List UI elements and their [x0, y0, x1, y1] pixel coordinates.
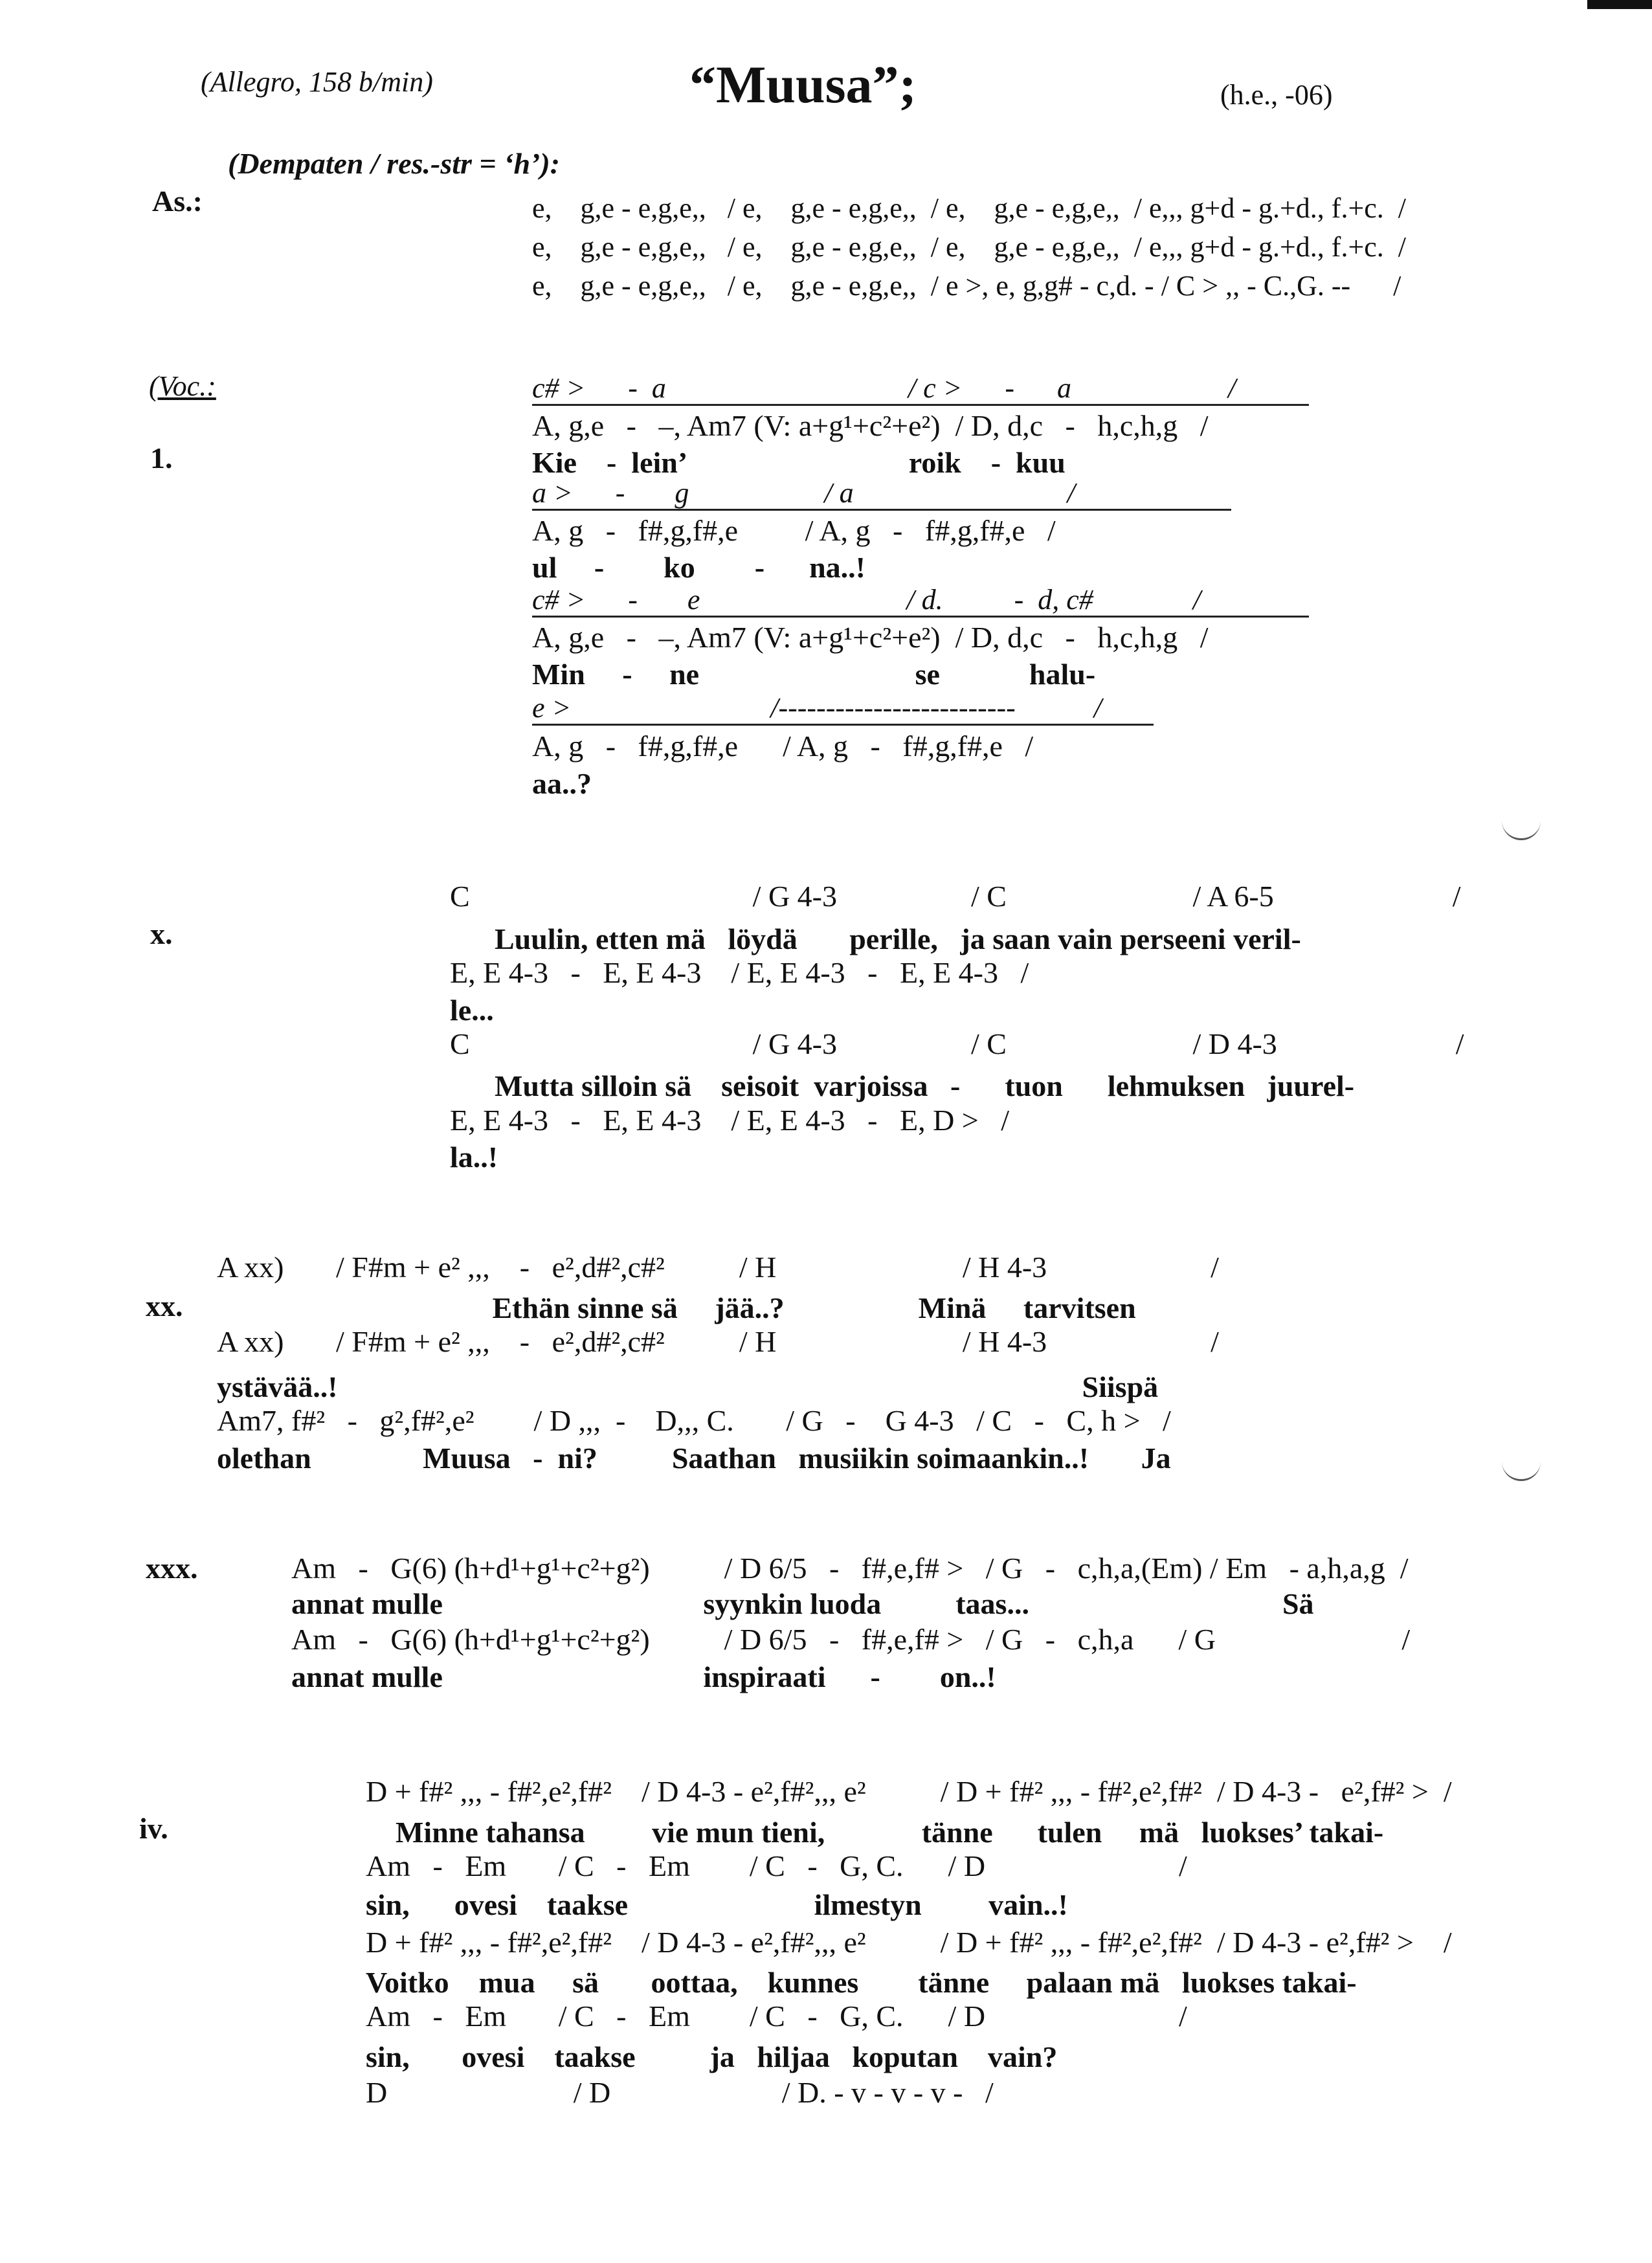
section-iv-label: iv.: [139, 1812, 168, 1845]
chord-line: D + f#² ,,, - f#²,e²,f#² / D 4-3 - e²,f#²,,, e² / D + f#² ,,, - f#²,e²,f#² / D 4-3 - e²,f#² > /: [366, 1926, 1452, 1959]
chord-line: A xx) / F#m + e² ,,, - e²,d#²,c#² / H / H 4-3 /: [217, 1251, 1219, 1284]
damper-note: (Dempaten / res.-str = ‘h’):: [228, 147, 560, 180]
melody-underline: [532, 724, 1154, 726]
page-fold-mark: [1502, 819, 1541, 840]
scan-edge-mark: [1587, 0, 1652, 9]
lyric-line: Min - ne se halu-: [532, 658, 1096, 691]
chord-line: Am - G(6) (h+d¹+g¹+c²+g²) / D 6/5 - f#,e,f# > / G - c,h,a,(Em) / Em - a,h,a,g /: [291, 1552, 1409, 1585]
lyric-line: ystävää..! Siispä: [217, 1370, 1159, 1403]
lyric-line: Ethän sinne sä jää..? Minä tarvitsen: [217, 1291, 1136, 1324]
melody-line: e > /------------------------- /: [532, 692, 1102, 724]
lyric-line: Kie - lein’ roik - kuu: [532, 446, 1066, 479]
chord-line: Am7, f#² - g²,f#²,e² / D ,,, - D,,, C. / G - G 4-3 / C - C, h > /: [217, 1404, 1171, 1437]
lyric-line: Mutta silloin sä seisoit varjoissa - tuon lehmuksen juurel-: [450, 1069, 1355, 1102]
chord-line: C / G 4-3 / C / A 6-5 /: [450, 880, 1461, 913]
lyric-line: annat mulle syynkin luoda taas... Sä: [291, 1587, 1314, 1620]
verse-label: 1.: [150, 441, 173, 474]
melody-line: c# > - a / c > - a /: [532, 372, 1236, 404]
chord-line: E, E 4-3 - E, E 4-3 / E, E 4-3 - E, E 4-3 /: [450, 956, 1029, 989]
lyric-line: sin, ovesi taakse ilmestyn vain..!: [366, 1888, 1068, 1921]
lyric-line: la..!: [450, 1141, 498, 1174]
lyric-line: sin, ovesi taakse ja hiljaa koputan vain?: [366, 2040, 1058, 2073]
chord-line: C / G 4-3 / C / D 4-3 /: [450, 1027, 1464, 1060]
chord-line: Am - Em / C - Em / C - G, C. / D /: [366, 1849, 1187, 1882]
chord-line: A, g,e - –, Am7 (V: a+g¹+c²+e²) / D, d,c - h,c,h,g /: [532, 409, 1209, 442]
section-xxx-label: xxx.: [146, 1552, 198, 1585]
author-credit: (h.e., -06): [1220, 79, 1333, 111]
lyric-line: aa..?: [532, 767, 592, 800]
chord-line: A, g - f#,g,f#,e / A, g - f#,g,f#,e /: [532, 730, 1034, 763]
intro-line-3: e, g,e - e,g,e,, / e, g,e - e,g,e,, / e >, e, g,g# - c,d. - / C > ,, - C.,G. -- /: [532, 270, 1401, 302]
page-fold-mark: [1502, 1460, 1541, 1481]
tempo-marking: (Allegro, 158 b/min): [201, 66, 433, 98]
intro-line-1: e, g,e - e,g,e,, / e, g,e - e,g,e,, / e, g,e - e,g,e,, / e,,, g+d - g.+d., f.+c. /: [532, 192, 1407, 224]
chord-line: D / D / D. - v - v - v - /: [366, 2076, 994, 2109]
chord-line: A, g,e - –, Am7 (V: a+g¹+c²+e²) / D, d,c - h,c,h,g /: [532, 621, 1209, 654]
lyric-line: annat mulle inspiraati - on..!: [291, 1660, 996, 1693]
melody-underline: [532, 509, 1231, 511]
chord-line: D + f#² ,,, - f#²,e²,f#² / D 4-3 - e²,f#²,,, e² / D + f#² ,,, - f#²,e²,f#² / D 4-3 - e²,f#² > /: [366, 1775, 1452, 1808]
lyric-line: Minne tahansa vie mun tieni, tänne tulen mä luokses’ takai-: [366, 1816, 1384, 1849]
chord-line: Am - Em / C - Em / C - G, C. / D /: [366, 2000, 1187, 2033]
melody-underline: [532, 404, 1309, 406]
melody-line: a > - g / a /: [532, 477, 1075, 509]
lyric-line: le...: [450, 994, 494, 1027]
lyric-line: Luulin, etten mä löydä perille, ja saan vain perseeni veril-: [450, 922, 1301, 955]
section-x-label: x.: [150, 917, 173, 950]
voc-label: (Voc.:: [149, 370, 216, 402]
chord-line: E, E 4-3 - E, E 4-3 / E, E 4-3 - E, D > /: [450, 1104, 1010, 1137]
melody-line: c# > - e / d. - d, c# /: [532, 584, 1201, 616]
lyric-line: Voitko mua sä oottaa, kunnes tänne palaan mä luokses takai-: [366, 1966, 1357, 1999]
melody-underline: [532, 616, 1309, 618]
song-title: “Muusa”;: [689, 55, 917, 114]
chord-line: Am - G(6) (h+d¹+g¹+c²+g²) / D 6/5 - f#,e,f# > / G - c,h,a / G /: [291, 1623, 1411, 1656]
chord-line: A xx) / F#m + e² ,,, - e²,d#²,c#² / H / H 4-3 /: [217, 1325, 1219, 1358]
lyric-line: ul - ko - na..!: [532, 551, 865, 584]
intro-line-2: e, g,e - e,g,e,, / e, g,e - e,g,e,, / e, g,e - e,g,e,, / e,,, g+d - g.+d., f.+c. /: [532, 231, 1407, 263]
section-xx-label: xx.: [146, 1289, 183, 1322]
chord-line: A, g - f#,g,f#,e / A, g - f#,g,f#,e /: [532, 514, 1056, 547]
lyric-line: olethan Muusa - ni? Saathan musiikin soimaankin..! Ja: [217, 1442, 1171, 1475]
intro-label: As.:: [152, 184, 203, 217]
